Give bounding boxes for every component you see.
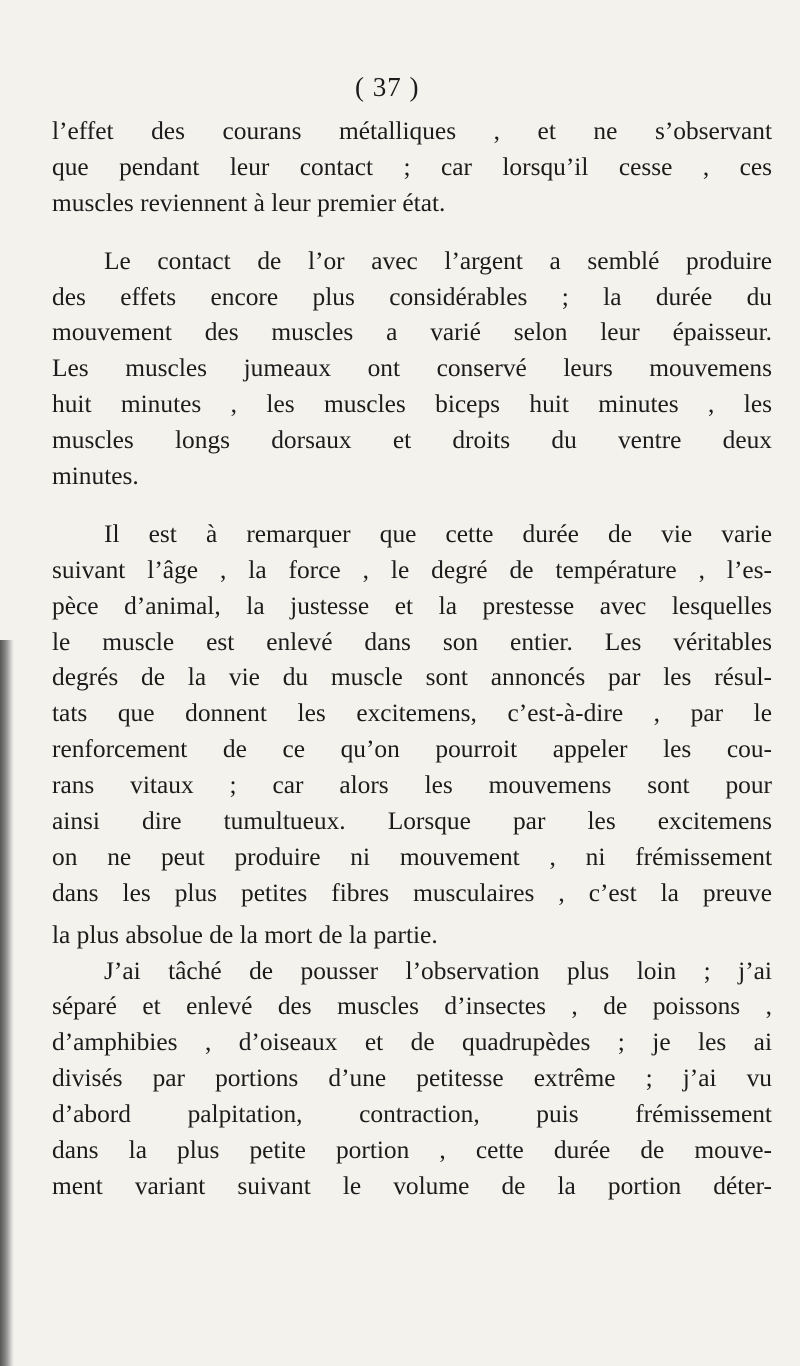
text-line: la plus absolue de la mort de la partie. (52, 920, 438, 949)
text-line: minutes. (52, 462, 139, 491)
text-line: séparé et enlevé des muscles d’insectes , de poissons , (52, 992, 772, 1021)
text-line: Les muscles jumeaux ont conservé leurs mouvemens (52, 354, 772, 383)
body-text (52, 114, 772, 1205)
text-line: renforcement de ce qu’on pourroit appeler les cou- (52, 735, 772, 764)
text-line: degrés de la vie du muscle sont annoncés par les résul- (52, 663, 772, 692)
page-number: ( 37 ) (355, 72, 420, 102)
text-line: ment variant suivant le volume de la portion déter- (52, 1171, 772, 1200)
text-line: Le contact de l’or avec l’argent a semblé produire (104, 246, 772, 275)
text-line: dans les plus petites fibres musculaires , c’est la preuve (52, 878, 772, 907)
text-line: d’abord palpitation, contraction, puis frémissement (52, 1100, 772, 1129)
text-line: l’effet des courans métalliques , et ne s’observant (52, 117, 772, 145)
text-line: muscles reviennent à leur premier état. (52, 188, 446, 217)
text-line: Il est à remarquer que cette durée de vie varie (104, 519, 772, 548)
text-line: d’amphibies , d’oiseaux et de quadrupèdes ; je les ai (52, 1028, 772, 1057)
text-line: pèce d’animal, la justesse et la prestesse avec lesquelles (52, 591, 772, 620)
binding-shadow (0, 640, 14, 1366)
text-line: huit minutes , les muscles biceps huit minutes , les (52, 390, 772, 419)
text-line: muscles longs dorsaux et droits du ventre deux (52, 426, 772, 455)
text-line: ainsi dire tumultueux. Lorsque par les excitemens (52, 807, 772, 836)
text-line: mouvement des muscles a varié selon leur épaisseur. (52, 318, 772, 347)
text-line: suivant l’âge , la force , le degré de température , l’es- (52, 555, 772, 584)
text-line: divisés par portions d’une petitesse extrême ; j’ai vu (52, 1064, 772, 1093)
text-line: tats que donnent les excitemens, c’est-à-dire , par le (52, 699, 772, 728)
text-line: des effets encore plus considérables ; la durée du (52, 282, 772, 311)
text-line: que pendant leur contact ; car lorsqu’il cesse , ces (52, 152, 772, 181)
text-line: rans vitaux ; car alors les mouvemens sont pour (52, 771, 772, 800)
text-line: on ne peut produire ni mouvement , ni frémissement (52, 842, 772, 871)
text-line: J’ai tâché de pousser l’observation plus loin ; j’ai (104, 956, 772, 985)
text-line: le muscle est enlevé dans son entier. Les véritables (52, 627, 772, 656)
text-line: dans la plus petite portion , cette durée de mouve- (52, 1136, 772, 1165)
